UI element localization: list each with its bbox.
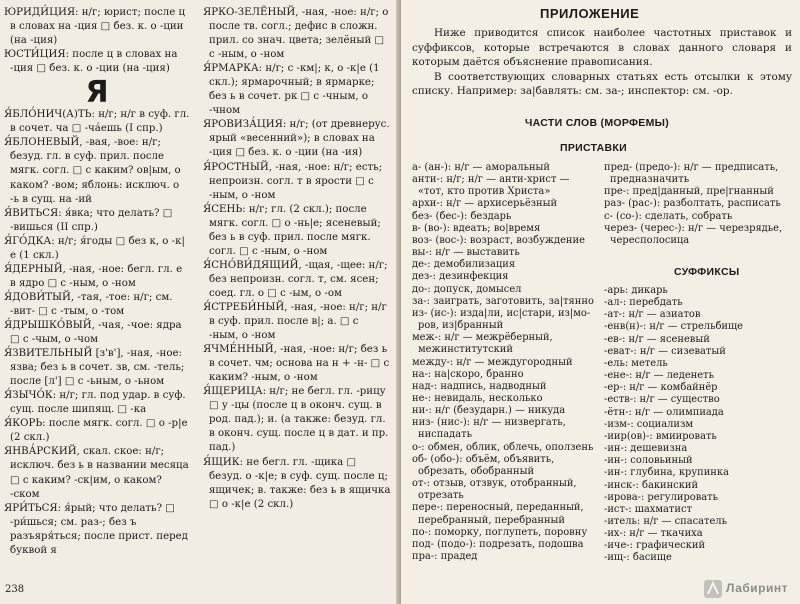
prefix-entry: де-: демобилизация (412, 259, 516, 271)
prefix-entry: низ- (нис-): н/г — низвергать, ниспадать (412, 417, 566, 441)
dict-entry: Я́ВИТЬСЯ: я́вка; что делать? □ -вишься (II спр.) (4, 207, 173, 233)
suffix-entry: -еств-: н/г — существо (604, 394, 720, 406)
prefix-entry: из- (ис-): изда|ли, ис|стари, из|мо-ров, из|бранный (412, 307, 591, 332)
watermark-text: Лабиринт (726, 581, 789, 595)
section-heading: ЧАСТИ СЛОВ (МОРФЕМЫ) (525, 117, 670, 129)
prefix-entry: через- (черес-): н/г — черезрядье, чересполосица (604, 222, 783, 246)
prefix-entry: от-: отзыв, отзвук, отобранный, отрезать (412, 478, 577, 502)
suffixes-heading: СУФФИКСЫ (674, 266, 740, 278)
prefix-entry: дез-: дезинфекция (412, 271, 509, 283)
page-number: 238 (5, 584, 25, 595)
prefix-entry: пре-: пред|данный, пре|гнанный (604, 186, 774, 198)
dict-entry: ЯЧМЕ́ННЫЙ, -ная, -ное: н/г; без ь в сочет. чм; основа на н + -н- □ с каким? -ным, о -ном (203, 344, 390, 384)
prefix-entry: архи-: н/г — архисерьёзный (412, 198, 558, 210)
dict-entry: ЯНВА́РСКИЙ, скал. ское: н/г; исключ. без ь в названии месяца □ с каким? -ск|им, о каком? -ском (4, 446, 189, 500)
prefixes-heading: ПРИСТАВКИ (560, 142, 627, 154)
prefix-entry: раз- (рас-): разболтать, расписать (604, 198, 781, 210)
suffix-entry: -их-: н/г — ткачиха (604, 528, 703, 540)
dict-entry: ЯРОВИЗА́ЦИЯ: н/г; (от древнерус. ярый «весенний»); в словах на -ция □ без. к. о -ции (на -ия) (203, 119, 390, 159)
suffix-entry: -инск-: бакинский (604, 479, 699, 491)
left-column-2 (203, 6, 391, 512)
dict-entry: Я́РОСТНЫЙ, -ная, -ное: н/г; есть; непроизн. согл. т в ярости □ с -ным, о -ном (203, 161, 383, 201)
prefix-entry: вы-: н/г — выставить (412, 247, 520, 259)
prefix-entry: в- (во-): вдеать; во|время (412, 222, 541, 234)
dict-entry: ЯРИ́ТЬСЯ: я́рый; что делать? □ -ри́шься; см. раз-; без ъ разъяря́ться; после прист. перед буквой я (4, 502, 188, 556)
suffix-entry: -ене-: н/г — леденеть (604, 370, 714, 382)
prefix-entry: на-: на|скоро, бранно (412, 368, 524, 380)
prefix-entry: воз- (вос-): возраст, возбуждение (412, 234, 585, 246)
prefix-entry: под- (подо-): подрезать, подошва (412, 538, 584, 550)
prefix-entry: ни-: н/г (безударн.) — никуда (412, 405, 566, 417)
suffix-entry: -енв(н)-: н/г — стрельбище (604, 321, 744, 333)
suffix-entry: -ев-: н/г — ясеневый (604, 333, 710, 345)
prefixes-column-2 (604, 162, 794, 247)
suffix-entry: -иир(ов)-: вмиировать (604, 430, 717, 442)
dict-entry: ЮСТИ́ЦИЯ: после ц в словах на -ция □ без. к. о -ции (на -ция) (4, 49, 178, 75)
prefix-entry: до-: допуск, домысел (412, 283, 522, 295)
suffix-entry: -ер-: н/г — комбайнёр (604, 382, 718, 394)
dict-entry: Я́ЗЫЧО́К: н/г; гл. под удар. в суф. сущ. после шипящ. □ -ка (4, 390, 186, 416)
dict-entry: Я́ЩЕРИЦА: н/г; не бегл. гл. -рицу □ у -цы (после ц в оконч. сущ. в род. пад.); и. (а также: безуд. гл. в оконч. сущ. после ц в дат. и пр. пад.) (203, 386, 389, 454)
dict-entry: Я́СТРЕБИ́НЫЙ, -ная, -ное: н/г; н/г в суф. прил. после в|; а. □ с -ным, о -ном (203, 301, 387, 342)
suffix-entry: -ат-: н/г — азиатов (604, 309, 701, 321)
dict-entry: Я́БЛО́НИЧ(А)ТЬ: н/г; н/г в суф. гл. в сочет. ча □ -ча́ешь (I спр.) (4, 109, 190, 135)
prefix-entry: меж-: н/г — межрёберный, межинститутский (412, 332, 553, 356)
prefix-entry: между-: н/г — междугородный (412, 356, 573, 368)
suffix-entry: -изм-: социализм (604, 418, 694, 430)
suffix-entry: -ин-: дешевизна (604, 443, 688, 455)
suffix-entry: -иче-: графический (604, 540, 706, 552)
intro-paragraph: В соответствующих словарных статьях есть отсылки к этому списку. Например: за|бавлять: см. за-; инспектор: см. -ор. (412, 70, 792, 98)
prefix-entry: с- (со-): сделать, собрать (604, 210, 733, 222)
prefix-entry: пере-: переносный, переданный, перебранный, перебранный (412, 502, 584, 526)
suffix-entry: -ищ-: басище (604, 552, 672, 564)
prefix-entry: за-: заиграть, заготовить, за|тянно (412, 295, 594, 307)
suffix-entry: -еват-: н/г — сизеватый (604, 345, 726, 357)
suffix-entry: -ирова-: регулировать (604, 491, 718, 503)
dict-entry: Я́СНО́ВИ́ДЯЩИЙ, -щая, -щее: н/г; без непроизн. согл. т, см. ясен; соед. гл. о □ с -ым, о -ом (203, 259, 388, 299)
dict-entry: Я́РМАРКА: н/г; с -км|; к, о -к|е (1 скл.); ярмарочный; в ярмарке; без ь в сочет. рк □ с -чным, о -чном (203, 63, 380, 117)
letter-heading: Я (85, 75, 109, 111)
prefix-entry: над-: надпись, надводный (412, 380, 547, 392)
prefix-entry: а- (ан-): н/г — аморальный (412, 162, 550, 173)
suffix-entry: -арь: дикарь (604, 285, 668, 296)
dict-entry: Я́ЗВИТЕЛЬНЫЙ [з'в'], -ная, -ное: язва; без ь в сочет. зв, см. -тель; после [л'] □ с -ьным, о -ьном (4, 348, 185, 388)
intro-paragraph: Ниже приводится список наиболее частотных приставок и суффиксов, которые встречаются в словах данного словаря и которым даётся объяснение правописания. (412, 27, 792, 69)
dict-entry: Я́КОРЬ: после мягк. согл. □ о -р|е (2 скл.) (4, 418, 188, 444)
suffix-entry: -ин-: соловьиный (604, 455, 693, 467)
dict-entry: ЮРИДИ́ЦИЯ: н/г; юрист; после ц в словах на -ция □ без. к. о -ции (на -ция) (4, 7, 186, 47)
prefixes-column-1 (412, 162, 598, 563)
prefix-entry: об- (обо-): объём, объявить, обрезать, обобранный (412, 453, 555, 477)
suffix-entry: -ин-: глубина, крупинка (604, 467, 729, 479)
prefix-entry: анти-: н/г; н/г — анти-христ — «тот, кто против Христа» (412, 174, 570, 198)
dict-entry: Я́БЛОНЕВЫЙ, -вая, -вое: н/г; безуд. гл. в суф. прил. после мягк. согл. □ с каким? ов|ым, о каком? -вом; яблонь: исключ. о -ь в сущ. на -ий (4, 137, 181, 205)
suffix-entry: -ал-: перебдать (604, 297, 683, 309)
suffix-entry: -ётн-: н/г — олимпиада (604, 406, 724, 418)
dict-entry: Я́ДЕРНЫЙ, -ная, -ное: бегл. гл. е в ядро □ с -ным, о -ном (4, 263, 183, 289)
prefix-entry: пред- (предо-): н/г — предписать, предназначить (604, 162, 779, 186)
prefix-entry: о-: обмен, облик, облечь, оползень (412, 441, 594, 453)
left-page (0, 0, 399, 604)
appendix-title: ПРИЛОЖЕНИЕ (540, 6, 640, 21)
prefix-entry: пра-: прадед (412, 551, 478, 562)
dict-entry: Я́СЕНЬ: н/г; гл. (2 скл.); после мягк. согл. □ о -нь|е; ясеневый; без ь в суф. прил. после мягк. согл. □ с -ным, о -ном (203, 203, 381, 257)
dict-entry: Я́ЩИК: не бегл. гл. -щика □ безуд. о -к|е; в суф. сущ. после ц; ящичек; в. также: без ь в ящичка □ о -к|е (2 скл.) (203, 456, 391, 510)
prefix-entry: по-: поморку, поглупеть, поровну (412, 526, 588, 538)
suffix-entry: -ель: метель (604, 357, 668, 369)
suffixes-column (604, 285, 794, 565)
appendix-intro (412, 26, 792, 99)
prefix-entry: без- (бес-): бездарь (412, 210, 512, 222)
dict-entry: Я́ДОВИ́ТЫЙ, -тая, -тое: н/г; см. -вит- □ с -тым, о -том (4, 291, 173, 317)
dict-entry: Я́ДРЫШКО́ВЫЙ, -чая, -чое: ядра □ с -чым, о -чом (4, 319, 182, 346)
suffix-entry: -итель: н/г — спасатель (604, 515, 727, 527)
dict-entry: Я́ГО́ДКА: н/г; я́годы □ без к, о -к|е (1 скл.) (4, 235, 185, 261)
prefix-entry: не-: невидаль, несколько (412, 392, 543, 404)
dict-entry: ЯРКО-ЗЕЛЁНЫЙ, -ная, -ное: н/г; о после тв. согл.; дефис в сложн. прил. со знач. цвета; зелёный □ с -ным, о -ном (203, 7, 389, 61)
suffix-entry: -ист-: шахматист (604, 503, 692, 515)
left-column-1 (4, 6, 190, 558)
